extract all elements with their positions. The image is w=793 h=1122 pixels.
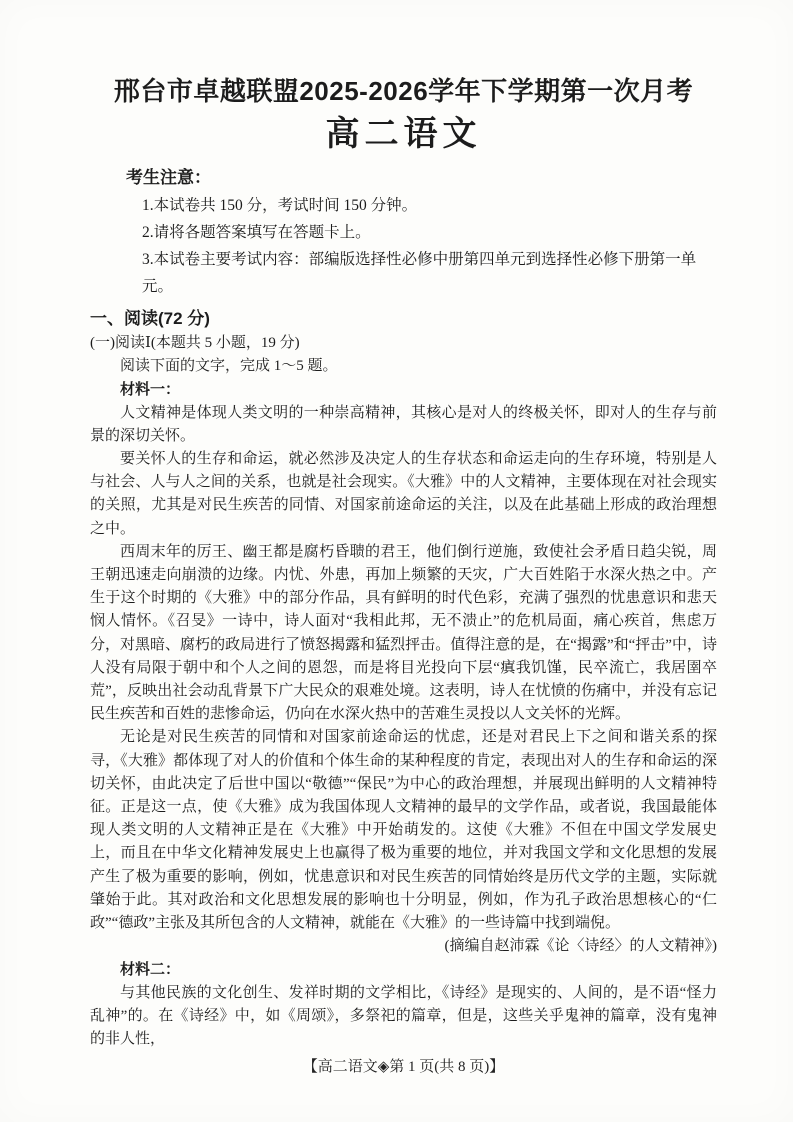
exam-subject-title: 高二语文 xyxy=(325,115,482,153)
material-2-label: 材料二： xyxy=(120,961,181,979)
notice-item-3: 3.本试卷主要考试内容：部编版选择性必修中册第四单元到选择性必修下册第一单元。 xyxy=(142,251,697,295)
exam-title: 邢台市卓越联盟2025-2026学年下学期第一次月考 xyxy=(113,76,694,106)
notice-item-1: 1.本试卷共 150 分，考试时间 150 分钟。 xyxy=(142,197,418,214)
material-1-label: 材料一： xyxy=(120,381,181,399)
material-1-paragraph-3: 西周末年的厉王、幽王都是腐朽昏聩的君王，他们倒行逆施，致使社会矛盾日趋尖锐，周王朝迅速走向崩溃的边缘。内忧、外患，再加上频繁的天灾，广大百姓陷于水深火热之中。产生于这个时期的《大雅》中的部分作品，具有鲜明的时代色彩，充满了强烈的忧患意识和悲天悯人情怀。《召旻》一诗中，诗人面对“我相此邦，无不溃止”的危机局面，痛心疾首，焦虑万分，对黑暗、腐朽的政局进行了愤怒揭露和猛烈抨击。值得注意的是，在“揭露”和“抨击”中，诗人没有局限于朝中和个人之间的恩怨，而是将目光投向下层“瘨我饥馑，民卒流亡，我居圉卒荒”，反映出社会动乱背景下广大民众的艰难处境。这表明，诗人在忧愤的伤痛中，并没有忘记民生疾苦和百姓的悲惨命运，仍向在水深火热中的苦难生灵投以人文关怀的光辉。 xyxy=(90,543,717,723)
part-heading-reading-1: (一)阅读Ⅰ(本题共 5 小题，19 分) xyxy=(90,335,300,351)
material-1-paragraph-2: 要关怀人的生存和命运，就必然涉及决定人的生存状态和命运走向的生存环境，特别是人与社会、人与人之间的关系，也就是社会现实。《大雅》中的人文精神，主要体现在对社会现实的关照，尤其是对民生疾苦的同情、对国家前途命运的关注，以及在此基础上形成的政治理想之中。 xyxy=(90,451,717,537)
page-footer: 【高二语文◈第 1 页(共 8 页)】 xyxy=(302,1059,505,1076)
reading-instruction: 阅读下面的文字，完成 1～5 题。 xyxy=(120,358,338,375)
reading-section xyxy=(90,306,717,1051)
section-heading-reading: 一、阅读(72 分) xyxy=(90,309,210,328)
notice-label: 考生注意： xyxy=(126,168,211,187)
material-1-paragraph-4: 无论是对民生疾苦的同情和对国家前途命运的忧虑，还是对君民上下之间和谐关系的探寻，《大雅》都体现了对人的价值和个体生命的某种程度的肯定，表现出对人的生存和命运的深切关怀，由此决定了后世中国以“敬德”“保民”为中心的政治理想，并展现出鲜明的人文精神特征。正是这一点，使《大雅》成为我国体现人文精神的最早的文学作品，或者说，我国最能体现人类文明的人文精神正是在《大雅》中开始萌发的。这使《大雅》不但在中国文学发展史上，而且在中华文化精神发展史上也赢得了极为重要的地位，并对我国文学和文化思想的发展产生了极为重要的影响，例如，忧患意识和对民生疾苦的同情始终是历代文学的主题，实际就肇始于此。其对政治和文化思想发展的影响也十分明显，例如，作为孔子政治思想核心的“仁政”“德政”主张及其所包含的人文精神，就能在《大雅》的一些诗篇中找到端倪。 xyxy=(90,729,717,932)
candidate-notice xyxy=(90,164,717,300)
notice-item-2: 2.请将各题答案填写在答题卡上。 xyxy=(142,224,371,241)
material-2-paragraph-1: 与其他民族的文化创生、发祥时期的文学相比，《诗经》是现实的、人间的，是不语“怪力乱神”的。在《诗经》中，如《周颂》，多祭祀的篇章，但是，这些关乎鬼神的篇章，没有鬼神的非人性， xyxy=(90,984,717,1048)
material-1-paragraph-1: 人文精神是体现人类文明的一种崇高精神，其核心是对人的终极关怀，即对人的生存与前景的深切关怀。 xyxy=(90,404,717,444)
material-1-attribution: (摘编自赵沛霖《论〈诗经〉的人文精神》) xyxy=(444,938,717,955)
page-content xyxy=(90,72,717,1078)
